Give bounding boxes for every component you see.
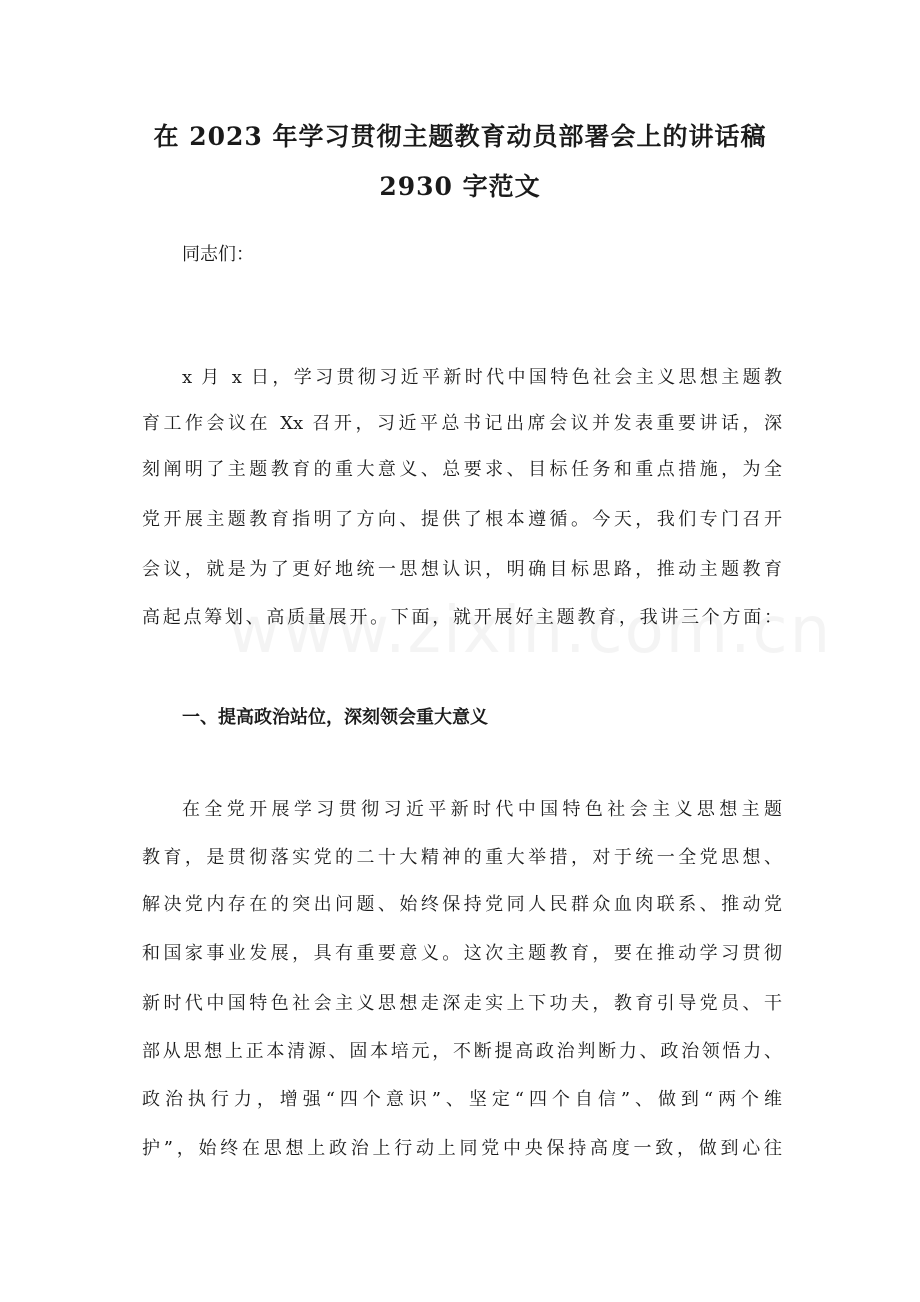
document-title-line-1: 在 2023 年学习贯彻主题教育动员部署会上的讲话稿 <box>153 122 767 151</box>
paragraph-2-line: 部从思想上正本清源、固本培元，不断提高政治判断力、政治领悟力、 <box>142 1041 782 1062</box>
paragraph-2-line: 解决党内存在的突出问题、始终保持党同人民群众血肉联系、推动党 <box>142 894 782 915</box>
paragraph-1-line: x 月 x 日，学习贯彻习近平新时代中国特色社会主义思想主题教 <box>182 367 782 388</box>
paragraph-2-line: 护”，始终在思想上政治上行动上同党中央保持高度一致，做到心往 <box>142 1138 782 1159</box>
section-heading-1: 一、提高政治站位，深刻领会重大意义 <box>182 707 488 728</box>
document-title-line-2: 2930 字范文 <box>379 172 541 201</box>
paragraph-2-line: 在全党开展学习贯彻习近平新时代中国特色社会主义思想主题 <box>182 799 782 820</box>
paragraph-2-line: 政治执行力，增强“四个意识”、坚定“四个自信”、做到“两个维 <box>142 1089 782 1110</box>
paragraph-2-line: 教育，是贯彻落实党的二十大精神的重大举措，对于统一全党思想、 <box>142 847 782 868</box>
paragraph-1-line: 育工作会议在 Xx 召开，习近平总书记出席会议并发表重要讲话，深 <box>142 413 782 434</box>
paragraph-1-line: 高起点筹划、高质量展开。下面，就开展好主题教育，我讲三个方面： <box>142 607 782 628</box>
salutation: 同志们： <box>182 244 254 265</box>
paragraph-1-line: 刻阐明了主题教育的重大意义、总要求、目标任务和重点措施，为全 <box>142 459 782 480</box>
paragraph-2-line: 和国家事业发展，具有重要意义。这次主题教育，要在推动学习贯彻 <box>142 943 782 964</box>
paragraph-2-line: 新时代中国特色社会主义思想走深走实上下功夫，教育引导党员、干 <box>142 993 782 1014</box>
paragraph-1-line: 党开展主题教育指明了方向、提供了根本遵循。今天，我们专门召开 <box>142 509 782 530</box>
paragraph-1-line: 会议，就是为了更好地统一思想认识，明确目标思路，推动主题教育 <box>142 559 782 580</box>
